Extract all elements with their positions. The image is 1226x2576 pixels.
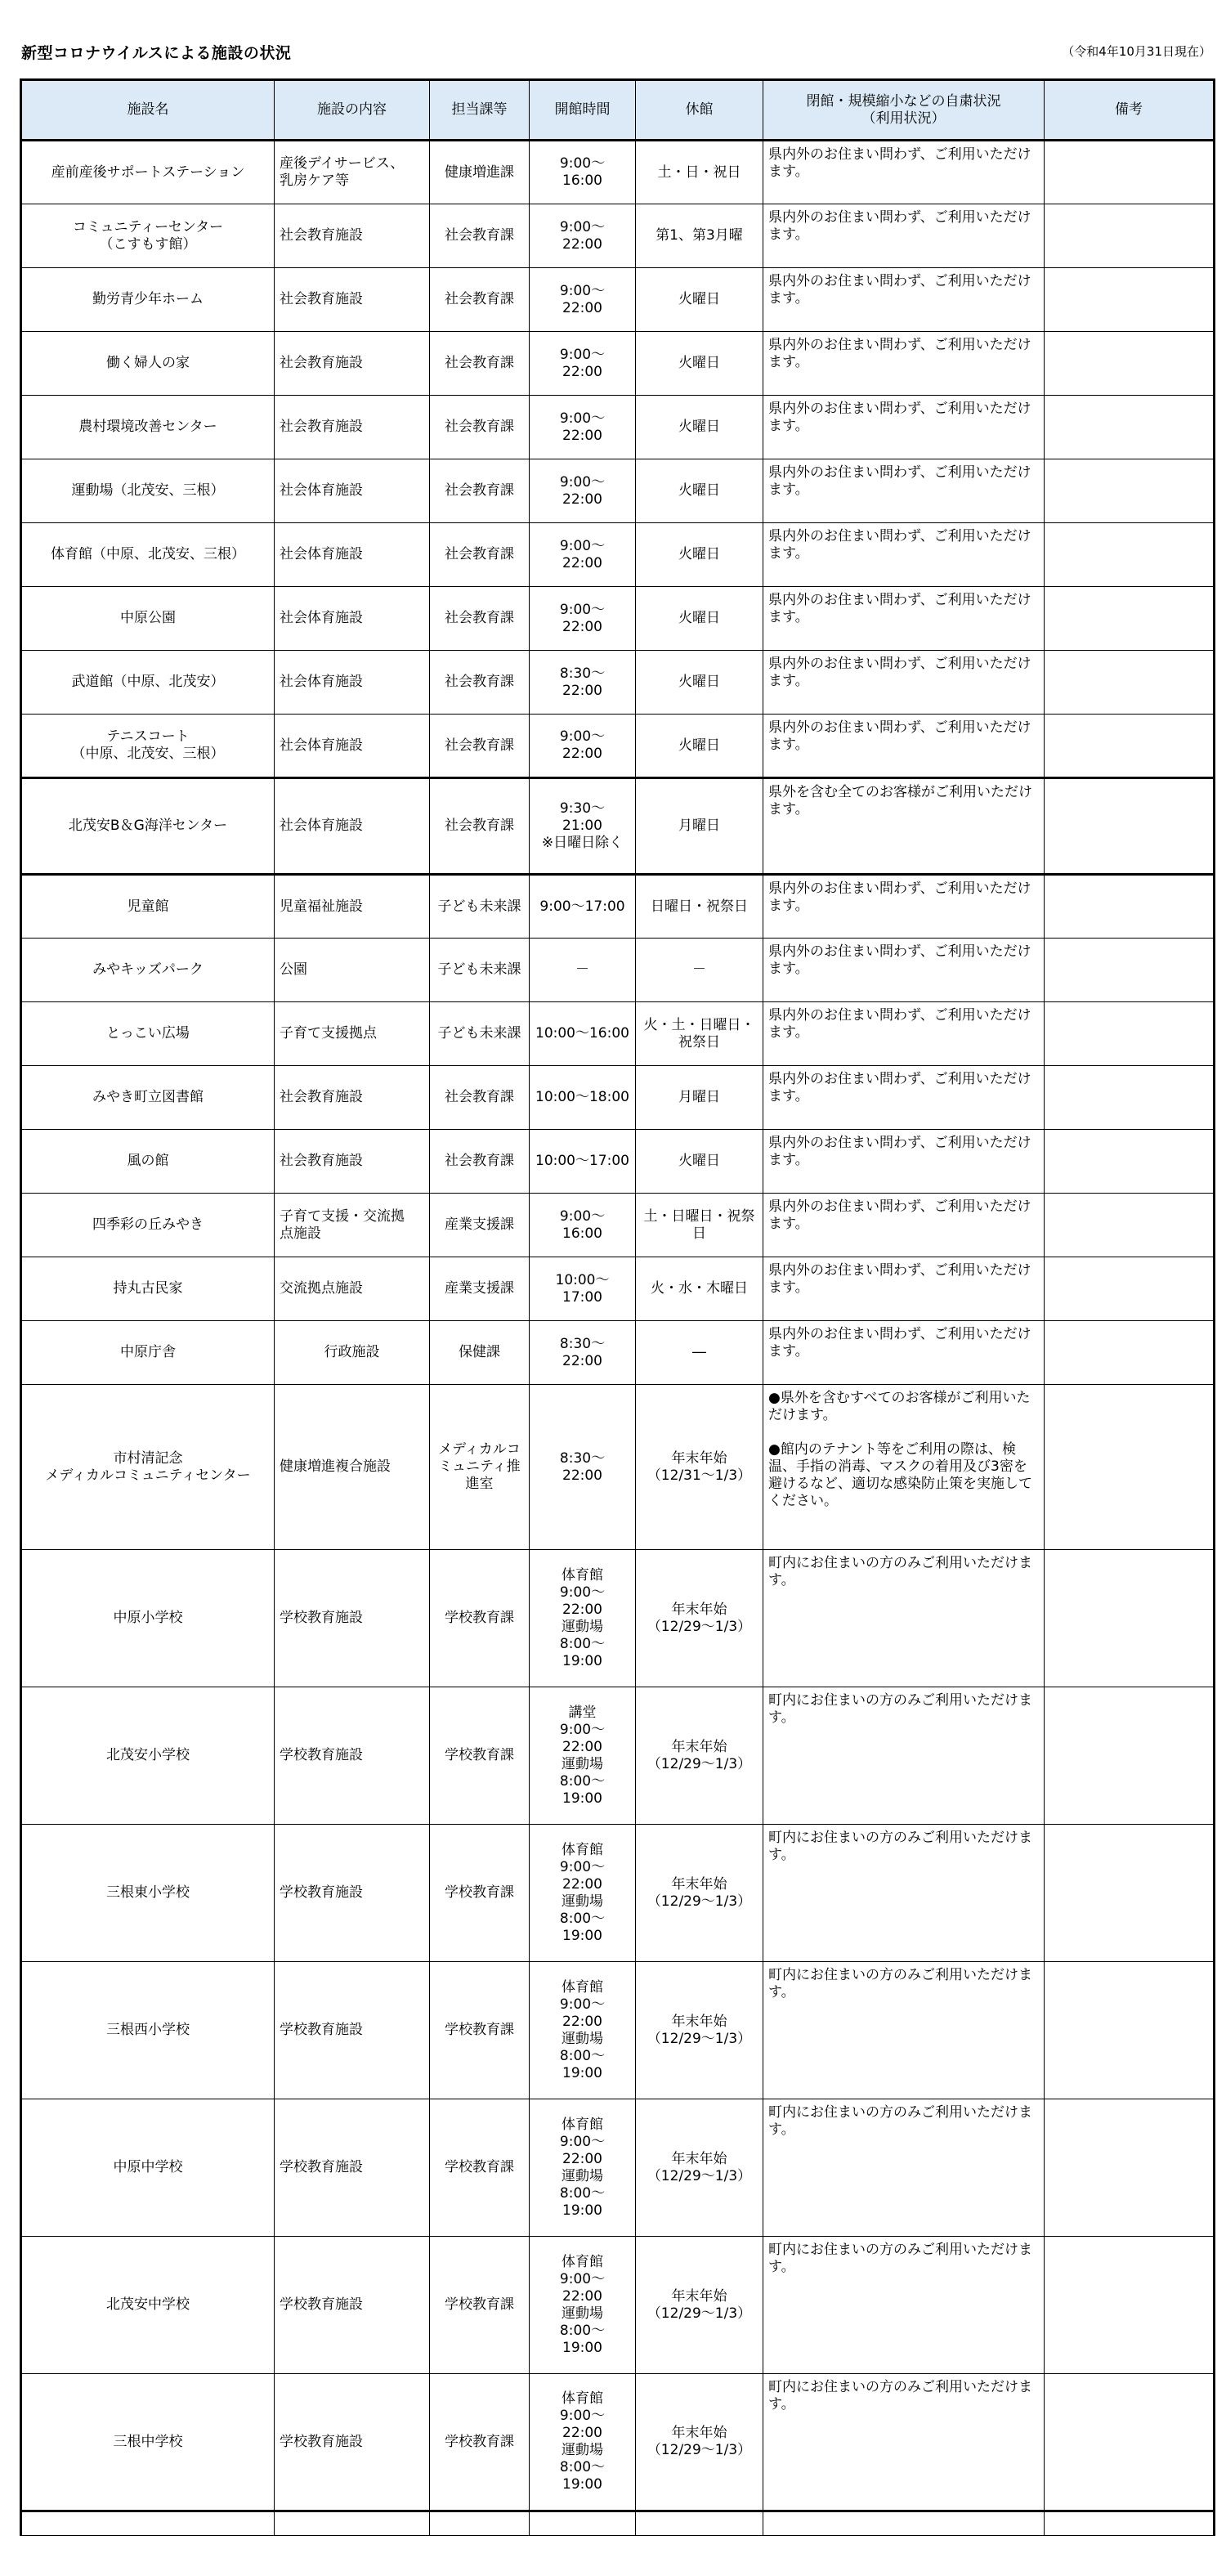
facility-type-cell: 学校教育施設 (275, 2099, 430, 2237)
department-cell: 学校教育課 (430, 1550, 530, 1687)
department-cell: 学校教育課 (430, 1825, 530, 1962)
usage-status-cell: 県内外のお住まい問わず、ご利用いただけます。 (763, 268, 1045, 332)
empty-row (21, 2511, 1215, 2536)
notes-cell (1045, 587, 1215, 651)
facility-name-cell: テニスコート （中原、北茂安、三根） (21, 715, 275, 778)
department-cell: 社会教育課 (430, 396, 530, 459)
table-row (21, 396, 1215, 459)
table-row (21, 1257, 1215, 1321)
department-cell: 社会教育課 (430, 715, 530, 778)
page-title: 新型コロナウイルスによる施設の状況 (21, 44, 292, 62)
department-cell: 社会教育課 (430, 651, 530, 715)
empty-cell (530, 2511, 636, 2536)
facility-type-cell: 公園 (275, 939, 430, 1002)
facility-name-cell: 体育館（中原、北茂安、三根） (21, 523, 275, 587)
facility-name-cell: 北茂安中学校 (21, 2237, 275, 2374)
department-cell: 健康増進課 (430, 141, 530, 204)
as-of-date: （令和4年10月31日現在） (1062, 44, 1211, 59)
facility-type-cell: 子育て支援・交流拠 点施設 (275, 1194, 430, 1257)
table-row (21, 204, 1215, 268)
table-row (21, 939, 1215, 1002)
usage-status-cell: 県内外のお住まい問わず、ご利用いただけます。 (763, 523, 1045, 587)
opening-hours-cell: 9:00～ 22:00 (530, 204, 636, 268)
usage-status-cell: 県外を含む全てのお客様がご利用いただけます。 (763, 778, 1045, 875)
usage-status-cell: 県内外のお住まい問わず、ご利用いただけます。 (763, 141, 1045, 204)
usage-status-cell: 県内外のお住まい問わず、ご利用いただけます。 (763, 587, 1045, 651)
opening-hours-cell: 8:30～ 22:00 (530, 1321, 636, 1385)
facility-type-cell: 社会教育施設 (275, 332, 430, 396)
usage-status-cell: 県内外のお住まい問わず、ご利用いただけます。 (763, 1194, 1045, 1257)
usage-status-cell: 県内外のお住まい問わず、ご利用いただけます。 (763, 459, 1045, 523)
closed-days-cell: 第1、第3月曜 (636, 204, 763, 268)
facility-name-cell: 中原公園 (21, 587, 275, 651)
facility-type-cell: 社会教育施設 (275, 1066, 430, 1130)
facility-name-cell: 中原小学校 (21, 1550, 275, 1687)
notes-cell (1045, 2237, 1215, 2374)
facility-type-cell: 社会教育施設 (275, 1130, 430, 1194)
notes-cell (1045, 1194, 1215, 1257)
empty-cell (275, 2511, 430, 2536)
facility-name-cell: 働く婦人の家 (21, 332, 275, 396)
opening-hours-cell: 9:00～ 16:00 (530, 1194, 636, 1257)
department-cell: 学校教育課 (430, 2374, 530, 2511)
notes-cell (1045, 459, 1215, 523)
closed-days-cell: 月曜日 (636, 778, 763, 875)
department-cell: 子ども未来課 (430, 875, 530, 939)
usage-status-cell: 町内にお住まいの方のみご利用いただけます。 (763, 2237, 1045, 2374)
usage-status-cell: 町内にお住まいの方のみご利用いただけます。 (763, 1825, 1045, 1962)
closed-days-cell: － (636, 939, 763, 1002)
opening-hours-cell: 体育館 9:00～ 22:00 運動場 8:00～ 19:00 (530, 1962, 636, 2099)
opening-hours-cell: 体育館 9:00～ 22:00 運動場 8:00～ 19:00 (530, 2099, 636, 2237)
opening-hours-cell: 10:00～18:00 (530, 1066, 636, 1130)
table-row (21, 651, 1215, 715)
usage-status-cell: 県内外のお住まい問わず、ご利用いただけます。 (763, 332, 1045, 396)
usage-status-cell: 県内外のお住まい問わず、ご利用いただけます。 (763, 651, 1045, 715)
department-cell: 学校教育課 (430, 2099, 530, 2237)
col-header-department: 担当課等 (430, 80, 530, 141)
facility-type-cell: 社会教育施設 (275, 268, 430, 332)
opening-hours-cell: － (530, 939, 636, 1002)
empty-cell (1045, 2511, 1215, 2536)
notes-cell (1045, 332, 1215, 396)
closed-days-cell: 火・土・日曜日・ 祝祭日 (636, 1002, 763, 1066)
usage-status-cell: 県内外のお住まい問わず、ご利用いただけます。 (763, 1002, 1045, 1066)
closed-days-cell: 日曜日・祝祭日 (636, 875, 763, 939)
notes-cell (1045, 523, 1215, 587)
closed-days-cell: 火曜日 (636, 715, 763, 778)
usage-status-cell: 県内外のお住まい問わず、ご利用いただけます。 (763, 1321, 1045, 1385)
empty-cell (636, 2511, 763, 2536)
department-cell: 子ども未来課 (430, 939, 530, 1002)
closed-days-cell: 年末年始 （12/29～1/3） (636, 2099, 763, 2237)
opening-hours-cell: 9:30～ 21:00 ※日曜日除く (530, 778, 636, 875)
table-row (21, 715, 1215, 778)
table-row (21, 1002, 1215, 1066)
closed-days-cell: 年末年始 （12/31～1/3） (636, 1385, 763, 1550)
table-row (21, 1825, 1215, 1962)
facility-type-cell: 学校教育施設 (275, 1825, 430, 1962)
facility-type-cell: 産後デイサービス、 乳房ケア等 (275, 141, 430, 204)
department-cell: 社会教育課 (430, 332, 530, 396)
closed-days-cell: 火曜日 (636, 268, 763, 332)
opening-hours-cell: 9:00～ 22:00 (530, 523, 636, 587)
table-row (21, 332, 1215, 396)
empty-cell (763, 2511, 1045, 2536)
closed-days-cell: 年末年始 （12/29～1/3） (636, 1825, 763, 1962)
header-row (21, 80, 1215, 141)
notes-cell (1045, 1825, 1215, 1962)
facility-name-cell: 市村清記念 メディカルコミュニティセンター (21, 1385, 275, 1550)
notes-cell (1045, 1257, 1215, 1321)
notes-cell (1045, 939, 1215, 1002)
notes-cell (1045, 1550, 1215, 1687)
opening-hours-cell: 9:00～ 22:00 (530, 268, 636, 332)
notes-cell (1045, 1130, 1215, 1194)
facility-name-cell: 風の館 (21, 1130, 275, 1194)
notes-cell (1045, 1321, 1215, 1385)
facility-name-cell: 三根中学校 (21, 2374, 275, 2511)
table-row (21, 141, 1215, 204)
notes-cell (1045, 1385, 1215, 1550)
facility-name-cell: 北茂安B＆G海洋センター (21, 778, 275, 875)
facility-type-cell: 社会体育施設 (275, 587, 430, 651)
department-cell: 産業支援課 (430, 1257, 530, 1321)
facility-type-cell: 学校教育施設 (275, 1962, 430, 2099)
closed-days-cell: 月曜日 (636, 1066, 763, 1130)
empty-cell (21, 2511, 275, 2536)
notes-cell (1045, 778, 1215, 875)
col-header-opening-hours: 開館時間 (530, 80, 636, 141)
department-cell: 産業支援課 (430, 1194, 530, 1257)
table-row (21, 459, 1215, 523)
closed-days-cell: 年末年始 （12/29～1/3） (636, 1962, 763, 2099)
facility-name-cell: 勤労青少年ホーム (21, 268, 275, 332)
opening-hours-cell: 9:00～ 22:00 (530, 715, 636, 778)
department-cell: メディカルコ ミュニティ推 進室 (430, 1385, 530, 1550)
department-cell: 社会教育課 (430, 268, 530, 332)
opening-hours-cell: 体育館 9:00～ 22:00 運動場 8:00～ 19:00 (530, 2237, 636, 2374)
notes-cell (1045, 268, 1215, 332)
opening-hours-cell: 体育館 9:00～ 22:00 運動場 8:00～ 19:00 (530, 2374, 636, 2511)
facility-name-cell: 児童館 (21, 875, 275, 939)
opening-hours-cell: 9:00～ 22:00 (530, 459, 636, 523)
table-row (21, 268, 1215, 332)
closed-days-cell: 土・日・祝日 (636, 141, 763, 204)
usage-status-cell: 町内にお住まいの方のみご利用いただけます。 (763, 2374, 1045, 2511)
opening-hours-cell: 講堂 9:00～ 22:00 運動場 8:00～ 19:00 (530, 1687, 636, 1825)
facility-type-cell: 子育て支援拠点 (275, 1002, 430, 1066)
facility-name-cell: 中原庁舎 (21, 1321, 275, 1385)
usage-status-cell: 県内外のお住まい問わず、ご利用いただけます。 (763, 1066, 1045, 1130)
facility-name-cell: 持丸古民家 (21, 1257, 275, 1321)
table-row (21, 587, 1215, 651)
facility-type-cell: 学校教育施設 (275, 2237, 430, 2374)
facility-type-cell: 社会体育施設 (275, 459, 430, 523)
usage-status-cell: 県内外のお住まい問わず、ご利用いただけます。 (763, 204, 1045, 268)
department-cell: 社会教育課 (430, 459, 530, 523)
col-header-usage-status: 閉館・規模縮小などの自粛状況 （利用状況） (763, 80, 1045, 141)
table-row (21, 1194, 1215, 1257)
usage-status-cell: 町内にお住まいの方のみご利用いただけます。 (763, 1687, 1045, 1825)
table-row (21, 875, 1215, 939)
facility-name-cell: 農村環境改善センター (21, 396, 275, 459)
department-cell: 社会教育課 (430, 1066, 530, 1130)
notes-cell (1045, 1002, 1215, 1066)
notes-cell (1045, 204, 1215, 268)
opening-hours-cell: 9:00～17:00 (530, 875, 636, 939)
closed-days-cell: 年末年始 （12/29～1/3） (636, 1687, 763, 1825)
facility-name-cell: 四季彩の丘みやき (21, 1194, 275, 1257)
facility-type-cell: 社会体育施設 (275, 651, 430, 715)
usage-status-cell: 町内にお住まいの方のみご利用いただけます。 (763, 2099, 1045, 2237)
opening-hours-cell: 10:00～ 17:00 (530, 1257, 636, 1321)
department-cell: 学校教育課 (430, 1687, 530, 1825)
opening-hours-cell: 10:00～17:00 (530, 1130, 636, 1194)
closed-days-cell: 火曜日 (636, 396, 763, 459)
notes-cell (1045, 1066, 1215, 1130)
usage-status-cell: 県内外のお住まい問わず、ご利用いただけます。 (763, 1257, 1045, 1321)
facility-type-cell: 学校教育施設 (275, 2374, 430, 2511)
table-row (21, 523, 1215, 587)
closed-days-cell: ― (636, 1321, 763, 1385)
department-cell: 社会教育課 (430, 1130, 530, 1194)
opening-hours-cell: 9:00～ 22:00 (530, 332, 636, 396)
notes-cell (1045, 715, 1215, 778)
facility-name-cell: 三根西小学校 (21, 1962, 275, 2099)
table-row (21, 2374, 1215, 2511)
closed-days-cell: 火曜日 (636, 651, 763, 715)
notes-cell (1045, 875, 1215, 939)
usage-status-cell: 県内外のお住まい問わず、ご利用いただけます。 (763, 396, 1045, 459)
facility-status-table (20, 78, 1215, 2536)
opening-hours-cell: 体育館 9:00～ 22:00 運動場 8:00～ 19:00 (530, 1825, 636, 1962)
facility-name-cell: 北茂安小学校 (21, 1687, 275, 1825)
usage-status-cell: ●県外を含むすべてのお客様がご利用いただけます。 ●館内のテナント等をご利用の際は、検温、手指の消毒、マスクの着用及び3密を避けるなど、適切な感染防止策を実施してください。 (763, 1385, 1045, 1550)
facility-type-cell: 学校教育施設 (275, 1687, 430, 1825)
notes-cell (1045, 1687, 1215, 1825)
notes-cell (1045, 396, 1215, 459)
usage-status-cell: 町内にお住まいの方のみご利用いただけます。 (763, 1962, 1045, 2099)
facility-type-cell: 社会教育施設 (275, 204, 430, 268)
closed-days-cell: 年末年始 （12/29～1/3） (636, 2374, 763, 2511)
opening-hours-cell: 9:00～ 16:00 (530, 141, 636, 204)
department-cell: 学校教育課 (430, 1962, 530, 2099)
opening-hours-cell: 10:00～16:00 (530, 1002, 636, 1066)
facility-name-cell: 産前産後サポートステーション (21, 141, 275, 204)
closed-days-cell: 火曜日 (636, 332, 763, 396)
facility-name-cell: とっこい広場 (21, 1002, 275, 1066)
table-row (21, 1130, 1215, 1194)
usage-status-cell: 県内外のお住まい問わず、ご利用いただけます。 (763, 1130, 1045, 1194)
opening-hours-cell: 9:00～ 22:00 (530, 587, 636, 651)
facility-type-cell: 社会体育施設 (275, 778, 430, 875)
empty-cell (430, 2511, 530, 2536)
facility-type-cell: 行政施設 (275, 1321, 430, 1385)
usage-status-cell: 県内外のお住まい問わず、ご利用いただけます。 (763, 939, 1045, 1002)
opening-hours-cell: 8:30～ 22:00 (530, 1385, 636, 1550)
closed-days-cell: 火・水・木曜日 (636, 1257, 763, 1321)
notes-cell (1045, 651, 1215, 715)
col-header-facility-name: 施設名 (21, 80, 275, 141)
facility-type-cell: 社会教育施設 (275, 396, 430, 459)
notes-cell (1045, 1962, 1215, 2099)
facility-name-cell: コミュニティーセンター （こすもす館） (21, 204, 275, 268)
closed-days-cell: 年末年始 （12/29～1/3） (636, 2237, 763, 2374)
department-cell: 学校教育課 (430, 2237, 530, 2374)
facility-name-cell: みやキッズパーク (21, 939, 275, 1002)
closed-days-cell: 火曜日 (636, 587, 763, 651)
department-cell: 子ども未来課 (430, 1002, 530, 1066)
closed-days-cell: 年末年始 （12/29～1/3） (636, 1550, 763, 1687)
facility-name-cell: 運動場（北茂安、三根） (21, 459, 275, 523)
closed-days-cell: 火曜日 (636, 523, 763, 587)
department-cell: 社会教育課 (430, 587, 530, 651)
notes-cell (1045, 141, 1215, 204)
opening-hours-cell: 9:00～ 22:00 (530, 396, 636, 459)
closed-days-cell: 火曜日 (636, 1130, 763, 1194)
facility-name-cell: 中原中学校 (21, 2099, 275, 2237)
facility-type-cell: 学校教育施設 (275, 1550, 430, 1687)
department-cell: 社会教育課 (430, 778, 530, 875)
facility-type-cell: 社会体育施設 (275, 523, 430, 587)
facility-name-cell: みやき町立図書館 (21, 1066, 275, 1130)
opening-hours-cell: 体育館 9:00～ 22:00 運動場 8:00～ 19:00 (530, 1550, 636, 1687)
closed-days-cell: 火曜日 (636, 459, 763, 523)
department-cell: 保健課 (430, 1321, 530, 1385)
notes-cell (1045, 2374, 1215, 2511)
closed-days-cell: 土・日曜日・祝祭 日 (636, 1194, 763, 1257)
table-row (21, 1962, 1215, 2099)
facility-type-cell: 社会体育施設 (275, 715, 430, 778)
table-row (21, 1321, 1215, 1385)
usage-status-cell: 県内外のお住まい問わず、ご利用いただけます。 (763, 875, 1045, 939)
table-row (21, 1385, 1215, 1550)
col-header-facility-type: 施設の内容 (275, 80, 430, 141)
table-row (21, 1687, 1215, 1825)
department-cell: 社会教育課 (430, 204, 530, 268)
usage-status-cell: 県内外のお住まい問わず、ご利用いただけます。 (763, 715, 1045, 778)
facility-type-cell: 健康増進複合施設 (275, 1385, 430, 1550)
facility-name-cell: 三根東小学校 (21, 1825, 275, 1962)
facility-type-cell: 児童福祉施設 (275, 875, 430, 939)
usage-status-cell: 町内にお住まいの方のみご利用いただけます。 (763, 1550, 1045, 1687)
notes-cell (1045, 2099, 1215, 2237)
table-row (21, 1550, 1215, 1687)
table-row (21, 2237, 1215, 2374)
facility-type-cell: 交流拠点施設 (275, 1257, 430, 1321)
col-header-notes: 備考 (1045, 80, 1215, 141)
facility-name-cell: 武道館（中原、北茂安） (21, 651, 275, 715)
table-row (21, 778, 1215, 875)
table-row (21, 1066, 1215, 1130)
table-row (21, 2099, 1215, 2237)
col-header-closed-days: 休館 (636, 80, 763, 141)
opening-hours-cell: 8:30～ 22:00 (530, 651, 636, 715)
department-cell: 社会教育課 (430, 523, 530, 587)
